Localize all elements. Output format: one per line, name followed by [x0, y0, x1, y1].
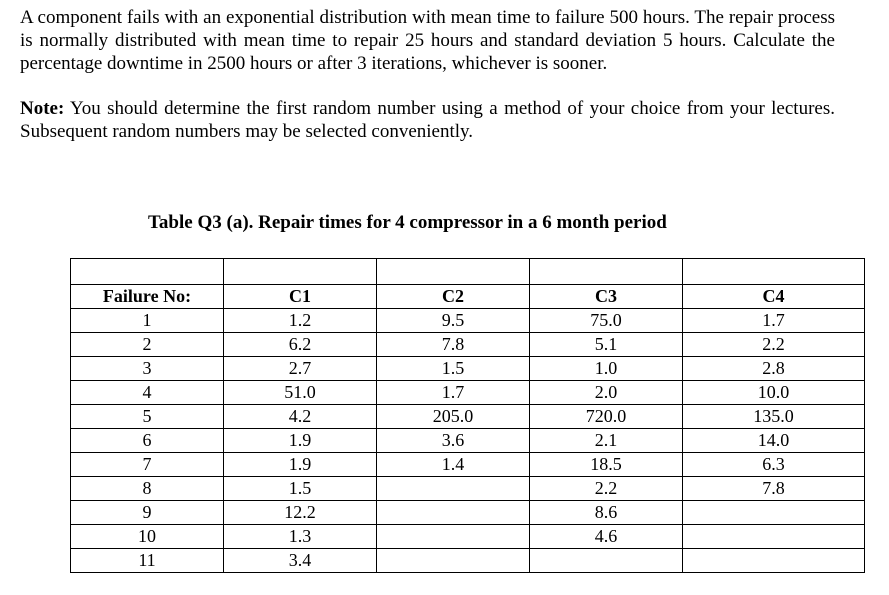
repair-time-cell: 2.2	[530, 477, 683, 501]
repair-time-cell: 12.2	[224, 501, 377, 525]
repair-time-cell: 6.3	[683, 453, 865, 477]
table-row	[71, 309, 865, 333]
repair-time-cell: 5.1	[530, 333, 683, 357]
repair-time-cell: 1.0	[530, 357, 683, 381]
repair-time-cell: 51.0	[224, 381, 377, 405]
repair-time-cell	[377, 477, 530, 501]
table-row	[71, 405, 865, 429]
blank-cell	[377, 259, 530, 285]
repair-time-cell: 135.0	[683, 405, 865, 429]
header-c2: C2	[377, 285, 530, 309]
repair-time-cell	[530, 549, 683, 573]
table-header-row	[71, 285, 865, 309]
repair-time-cell: 4.6	[530, 525, 683, 549]
failure-number-cell: 7	[71, 453, 224, 477]
table-row	[71, 381, 865, 405]
blank-cell	[71, 259, 224, 285]
failure-number-cell: 10	[71, 525, 224, 549]
repair-time-cell	[683, 501, 865, 525]
repair-time-cell: 2.7	[224, 357, 377, 381]
failure-number-cell: 2	[71, 333, 224, 357]
failure-number-cell: 5	[71, 405, 224, 429]
table-row	[71, 525, 865, 549]
repair-time-cell: 10.0	[683, 381, 865, 405]
note-text: You should determine the first random number using a method of your choice from your lectures. Subsequent random numbers may be selected conveniently.	[20, 98, 835, 142]
blank-cell	[683, 259, 865, 285]
repair-time-cell: 1.9	[224, 429, 377, 453]
table-row	[71, 429, 865, 453]
table-body	[71, 259, 865, 573]
repair-time-cell: 1.5	[377, 357, 530, 381]
repair-time-cell: 1.2	[224, 309, 377, 333]
header-c4: C4	[683, 285, 865, 309]
repair-time-cell: 9.5	[377, 309, 530, 333]
repair-times-table	[70, 258, 865, 573]
repair-time-cell	[377, 525, 530, 549]
note-label: Note:	[20, 98, 65, 119]
repair-time-cell: 18.5	[530, 453, 683, 477]
repair-time-cell: 2.2	[683, 333, 865, 357]
failure-number-cell: 8	[71, 477, 224, 501]
table-row	[71, 357, 865, 381]
failure-number-cell: 9	[71, 501, 224, 525]
table-title: Table Q3 (a). Repair times for 4 compressor in a 6 month period	[148, 212, 667, 233]
repair-time-cell: 1.4	[377, 453, 530, 477]
table-row	[71, 477, 865, 501]
repair-time-cell: 75.0	[530, 309, 683, 333]
header-failure-no: Failure No:	[71, 285, 224, 309]
failure-number-cell: 6	[71, 429, 224, 453]
note-paragraph	[20, 97, 835, 143]
repair-time-cell	[377, 501, 530, 525]
blank-cell	[530, 259, 683, 285]
repair-time-cell: 3.6	[377, 429, 530, 453]
failure-number-cell: 3	[71, 357, 224, 381]
repair-time-cell: 7.8	[377, 333, 530, 357]
failure-number-cell: 4	[71, 381, 224, 405]
repair-time-cell: 2.8	[683, 357, 865, 381]
repair-time-cell: 14.0	[683, 429, 865, 453]
repair-time-cell: 6.2	[224, 333, 377, 357]
repair-time-cell: 8.6	[530, 501, 683, 525]
problem-statement: A component fails with an exponential distribution with mean time to failure 500 hours. The repair process is normally distributed with mean time to repair 25 hours and standard deviation 5 hours. Calculate the percentage downtime in 2500 hours or after 3 iterations, whichever is sooner.	[20, 7, 835, 74]
table-row	[71, 333, 865, 357]
repair-time-cell: 3.4	[224, 549, 377, 573]
repair-time-cell: 1.9	[224, 453, 377, 477]
table-blank-row	[71, 259, 865, 285]
header-c3: C3	[530, 285, 683, 309]
repair-time-cell: 205.0	[377, 405, 530, 429]
repair-time-cell	[683, 525, 865, 549]
repair-time-cell	[683, 549, 865, 573]
repair-time-cell: 2.0	[530, 381, 683, 405]
repair-time-cell: 720.0	[530, 405, 683, 429]
repair-time-cell: 2.1	[530, 429, 683, 453]
table-row	[71, 549, 865, 573]
repair-time-cell	[377, 549, 530, 573]
repair-time-cell: 1.5	[224, 477, 377, 501]
repair-time-cell: 7.8	[683, 477, 865, 501]
blank-cell	[224, 259, 377, 285]
table-row	[71, 453, 865, 477]
repair-time-cell: 1.7	[377, 381, 530, 405]
header-c1: C1	[224, 285, 377, 309]
repair-time-cell: 1.7	[683, 309, 865, 333]
repair-time-cell: 4.2	[224, 405, 377, 429]
failure-number-cell: 11	[71, 549, 224, 573]
failure-number-cell: 1	[71, 309, 224, 333]
repair-time-cell: 1.3	[224, 525, 377, 549]
table-row	[71, 501, 865, 525]
